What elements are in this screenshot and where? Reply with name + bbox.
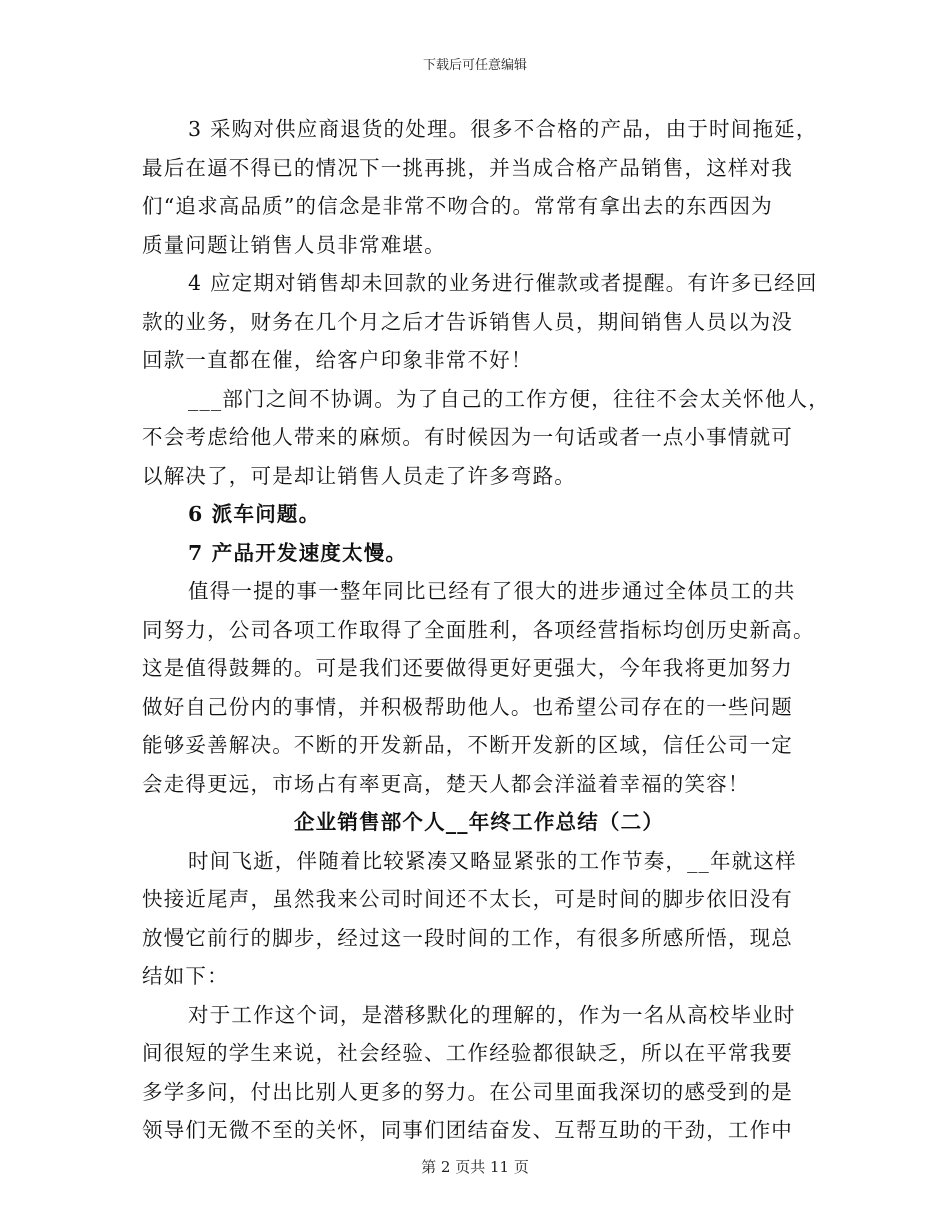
text-line: 值得一提的事一整年同比已经有了很大的进步通过全体员工的共	[188, 579, 796, 603]
section-heading: 企业销售部个人__年终工作总结（二）	[293, 810, 665, 834]
text-line: 回款一直都在催，给客户印象非常不好！	[142, 348, 533, 372]
text-line: 以解决了，可是却让销售人员走了许多弯路。	[142, 463, 576, 488]
text-line: 时间飞逝，伴随着比较紧凑又略显紧张的工作节奏，__年就这样	[188, 848, 797, 873]
text-line: 放慢它前行的脚步，经过这一段时间的工作，有很多所感所悟，现总	[142, 925, 793, 950]
text-line: 做好自己份内的事情，并积极帮助他人。也希望公司存在的一些问题	[142, 694, 793, 719]
text-line: 质量问题让销售人员非常难堪。	[142, 232, 446, 257]
bold-item-line: 6 派车问题。	[188, 502, 321, 526]
text-line: 们“追求高品质”的信念是非常不吻合的。常常有拿出去的东西因为	[142, 194, 773, 218]
text-line: 这是值得鼓舞的。可是我们还要做得更好更强大，今年我将更加努力	[142, 656, 793, 680]
text-line: 结如下：	[142, 964, 229, 988]
text-line: 对于工作这个词，是潜移默化的理解的，作为一名从高校毕业时	[188, 1002, 796, 1027]
text-line: 领导们无微不至的关怀，同事们团结奋发、互帮互助的干劲，工作中	[142, 1118, 793, 1142]
text-line: 多学多问，付出比别人更多的努力。在公司里面我深切的感受到的是	[142, 1079, 793, 1104]
text-line: 3 采购对供应商退货的处理。很多不合格的产品，由于时间拖延，	[188, 117, 818, 141]
page-header: 下载后可任意编辑	[422, 58, 527, 73]
bold-item-line: 7 产品开发速度太慢。	[188, 540, 408, 565]
text-line: 不会考虑给他人带来的麻烦。有时候因为一句话或者一点小事情就可	[142, 425, 793, 449]
text-line: 间很短的学生来说，社会经验、工作经验都很缺乏，所以在平常我要	[142, 1041, 793, 1065]
document-body	[142, 110, 830, 1150]
text-line: 4 应定期对销售却未回款的业务进行催款或者提醒。有许多已经回	[188, 271, 818, 295]
text-line: 款的业务，财务在几个月之后才告诉销售人员，期间销售人员以为没	[142, 309, 793, 334]
text-line: 同努力，公司各项工作取得了全面胜利，各项经营指标均创历史新高。	[142, 617, 815, 642]
text-line: ___部门之间不协调。为了自己的工作方便，往往不会太关怀他人，	[188, 386, 830, 411]
page-footer: 第 2 页共 11 页	[421, 1158, 529, 1176]
text-line: 快接近尾声，虽然我来公司时间还不太长，可是时间的脚步依旧没有	[142, 887, 793, 911]
text-line: 会走得更远，市场占有率更高，楚天人都会洋溢着幸福的笑容！	[142, 771, 750, 796]
text-line: 最后在逼不得已的情况下一挑再挑，并当成合格产品销售，这样对我	[142, 155, 793, 180]
text-line: 能够妥善解决。不断的开发新品，不断开发新的区域，信任公司一定	[142, 733, 793, 757]
